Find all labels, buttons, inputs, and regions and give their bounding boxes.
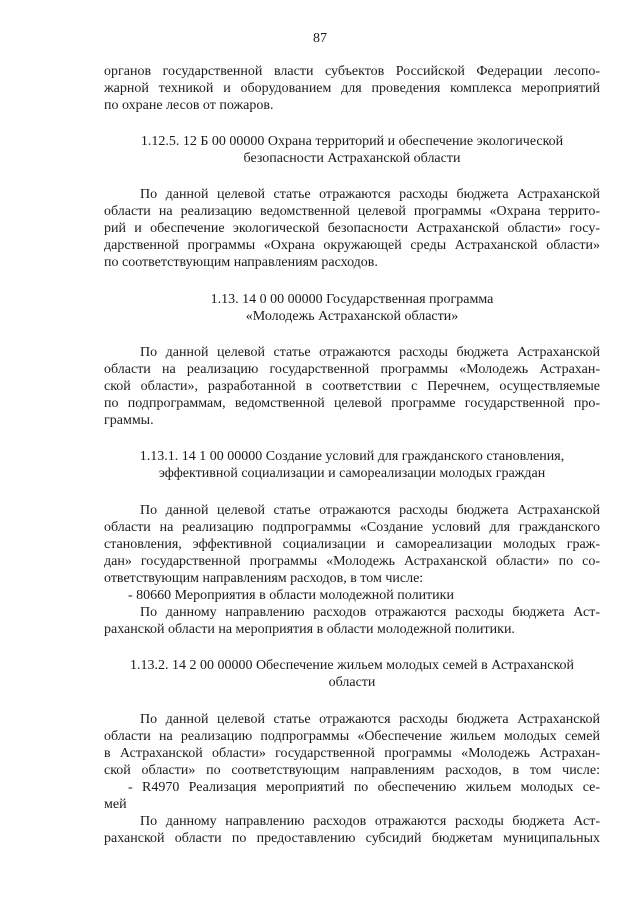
text-line: граммы. [104,413,154,428]
text-line: по соответствующим направлениям расходов. [104,255,378,270]
section-heading [104,133,600,167]
text-line: По данной целевой статье отражаются расходы бюджета Астраханской [140,345,600,360]
page-number: 87 [313,31,327,46]
text-line: области на реализацию государственной программы «Молодежь Астрахан- [104,362,600,377]
section-heading [104,657,600,691]
text-line: дан» государственной программы «Молодежь Астраханской области» по со- [104,554,600,569]
text-line: области на реализацию подпрограммы «Создание условий для гражданского [104,520,600,535]
heading-line: эффективной социализации и самореализации молодых граждан [158,466,546,481]
text-line: ской области» по соответствующим направлениям расходов, в том числе: [104,763,600,778]
text-line: По данной целевой статье отражаются расходы бюджета Астраханской [140,187,600,202]
text-line: ской области», разработанной в соответствии с Перечнем, осуществляемые [104,379,600,394]
text-line: По данной целевой статье отражаются расходы бюджета Астраханской [140,503,600,518]
list-item: - 80660 Мероприятия в области молодежной политики [128,588,454,603]
section-body [104,186,600,271]
intro-paragraph [104,63,600,114]
heading-line: «Молодежь Астраханской области» [245,309,459,324]
section-body [104,711,600,847]
text-line: По данной целевой статье отражаются расходы бюджета Астраханской [140,712,600,727]
text-line: ответствующим направлениям расходов, в том числе: [104,571,424,586]
text-line: По данному направлению расходов отражаются расходы бюджета Аст- [140,814,600,829]
text-line: По данному направлению расходов отражаются расходы бюджета Аст- [140,605,600,620]
section-heading [104,448,600,482]
text-line: области на реализацию ведомственной целевой программы «Охрана террито- [104,204,600,219]
text-line: области на реализацию подпрограммы «Обеспечение жильем молодых семей [104,729,600,744]
text-line: мей [104,797,127,812]
text-line: становления, эффективной социализации и самореализации молодых граж- [104,537,600,552]
text-line: раханской области на мероприятия в области молодежной политики. [104,622,515,637]
heading-line: 1.13.2. 14 2 00 00000 Обеспечение жильем молодых семей в Астраханской [129,658,575,673]
text-line: раханской области по предоставлению субсидий бюджетам муниципальных [104,831,600,846]
section-heading [104,291,600,325]
heading-line: 1.13. 14 0 00 00000 Государственная программа [210,292,494,307]
list-item: - R4970 Реализация мероприятий по обеспечению жильем молодых се- [128,780,600,795]
heading-line: 1.12.5. 12 Б 00 00000 Охрана территорий и обеспечение экологической [140,134,564,149]
section-body [104,344,600,429]
text-line: в Астраханской области» государственной программы «Молодежь Астрахан- [104,746,600,761]
text-line: по охране лесов от пожаров. [104,98,274,113]
section-body [104,502,600,638]
text-line: рий и обеспечение экологической безопасности Астраханской области» госу- [104,221,600,236]
text-line: органов государственной власти субъектов Российской Федерации лесопо- [104,64,600,79]
text-line: по подпрограммам, ведомственной целевой программе государственной про- [104,396,600,411]
text-line: дарственной программы «Охрана окружающей среды Астраханской области» [104,238,600,253]
heading-line: области [328,675,376,690]
heading-line: 1.13.1. 14 1 00 00000 Создание условий для гражданского становления, [139,449,565,464]
text-line: жарной техникой и оборудованием для проведения комплекса мероприятий [104,81,600,96]
heading-line: безопасности Астраханской области [243,151,461,166]
